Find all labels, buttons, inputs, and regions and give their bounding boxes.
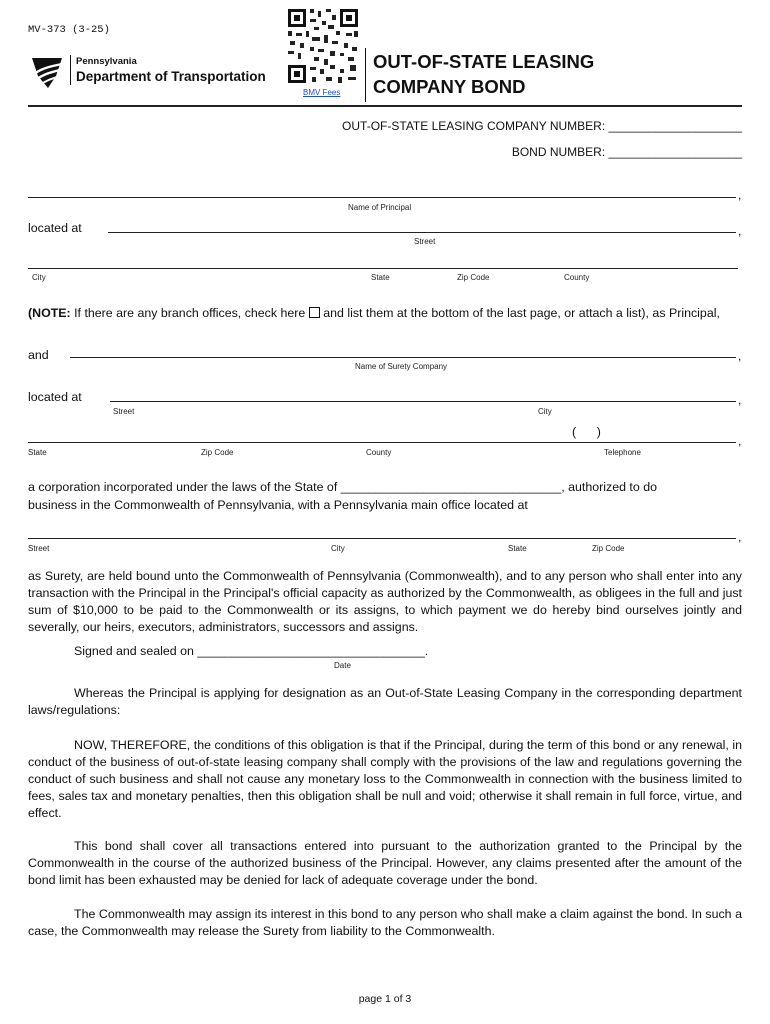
form-title-line2: COMPANY BOND <box>373 76 526 97</box>
surety-street-caption: Street <box>113 407 135 416</box>
principal-name-caption: Name of Principal <box>348 203 412 212</box>
surety-state-line[interactable] <box>28 442 736 443</box>
main-office-city-caption: City <box>331 544 345 553</box>
keystone-logo-icon <box>28 54 66 90</box>
signed-sealed-line[interactable]: Signed and sealed on _________________________________. <box>74 644 429 658</box>
surety-and: and <box>28 348 49 362</box>
form-number: MV-373 (3-25) <box>28 24 110 36</box>
date-caption: Date <box>334 661 351 670</box>
comma: , <box>738 393 742 407</box>
note-text-before: If there are any branch offices, check here <box>70 306 306 320</box>
surety-county-caption: County <box>366 448 392 457</box>
surety-zip-caption: Zip Code <box>201 448 234 457</box>
corporation-line1: a corporation incorporated under the laws of the State of ________________________________, authorized to do <box>28 480 657 494</box>
main-office-zip-caption: Zip Code <box>592 544 625 553</box>
comma: , <box>738 188 742 202</box>
comma: , <box>738 530 742 544</box>
principal-street-caption: Street <box>414 237 436 246</box>
surety-name-line[interactable] <box>70 357 736 358</box>
principal-street-line[interactable] <box>108 232 736 233</box>
surety-telephone-caption: Telephone <box>604 448 641 457</box>
comma: , <box>738 349 742 363</box>
main-office-state-caption: State <box>508 544 527 553</box>
page-number: page 1 of 3 <box>358 993 412 1005</box>
form-title-line1: OUT-OF-STATE LEASING <box>373 51 595 72</box>
branch-office-checkbox[interactable] <box>309 307 320 318</box>
whereas-paragraph: Whereas the Principal is applying for designation as an Out-of-State Leasing Company in the corresponding department laws/regulations: <box>28 686 742 717</box>
comma: , <box>738 224 742 238</box>
company-number-field[interactable]: OUT-OF-STATE LEASING COMPANY NUMBER: ____________________ <box>342 119 742 133</box>
surety-phone-parens[interactable]: ( ) <box>572 425 601 439</box>
note-text-after: and list them at the bottom of the last page, or attach a list), as Principal, <box>319 306 720 320</box>
corporation-line2: business in the Commonwealth of Pennsylvania, with a Pennsylvania main office located at <box>28 498 528 512</box>
principal-city-caption: City <box>32 273 46 282</box>
note-bold: (NOTE: <box>28 306 71 320</box>
agency-name: Department of Transportation <box>76 69 266 84</box>
surety-name-caption: Name of Surety Company <box>355 362 448 371</box>
comma: , <box>738 434 742 448</box>
principal-county-caption: County <box>564 273 590 282</box>
bmv-fees-link[interactable]: BMV Fees <box>303 88 341 97</box>
coverage-paragraph: This bond shall cover all transactions entered into pursuant to the authorization granted to the Principal by the Commonwealth in the course of the authorized business of the Principal. However, any claims presented after the amount of the bond limit has been exhausted may be denied for lack of adequate coverage under the bond. <box>28 839 742 887</box>
principal-state-caption: State <box>371 273 390 282</box>
main-office-line[interactable] <box>28 538 736 539</box>
now-therefore-paragraph: NOW, THEREFORE, the conditions of this obligation is that if the Principal, during the term of this bond or any renewal, in conduct of the business of out-of-state leasing company shall comply with the provisions of the law and regulations governing the conduct of such business and shall not cause any monetary loss to the Commonwealth in connection with the business limited to fees, sales tax and monetary penalties, then this obligation shall be null and void; otherwise it shall remain in full force, virtue, and effect. <box>28 738 742 820</box>
qr-code <box>286 7 360 85</box>
main-office-street-caption: Street <box>28 544 50 553</box>
branch-note <box>28 305 742 321</box>
assign-paragraph: The Commonwealth may assign its interest in this bond to any person who shall make a claim against the bond. In such a case, the Commonwealth may release the Surety from liability to the Commonwealth. <box>28 907 742 938</box>
title-divider <box>365 48 366 102</box>
surety-city-caption: City <box>538 407 552 416</box>
header-rule <box>28 105 742 107</box>
principal-located-at: located at <box>28 221 82 235</box>
surety-located-at: located at <box>28 390 82 404</box>
bond-number-field[interactable]: BOND NUMBER: ____________________ <box>511 145 742 159</box>
surety-state-caption: State <box>28 448 47 457</box>
surety-street-line[interactable] <box>110 401 736 402</box>
surety-bound-paragraph: as Surety, are held bound unto the Commonwealth of Pennsylvania (Commonwealth), and to any person who shall enter into any transaction with the Principal in the Principal's official capacity as authorized by the Commonwealth, as obligees in the full and just sum of $10,000 to be paid to the Commonwealth or its assigns, to which payment we do hereby bind ourselves jointly and severally, our heirs, executors, administrators, successors and assigns. <box>28 569 742 634</box>
principal-name-line[interactable] <box>28 197 736 198</box>
agency-state: Pennsylvania <box>76 56 137 67</box>
penndot-logo <box>28 52 278 92</box>
principal-zip-caption: Zip Code <box>457 273 490 282</box>
principal-city-line[interactable] <box>28 268 738 269</box>
